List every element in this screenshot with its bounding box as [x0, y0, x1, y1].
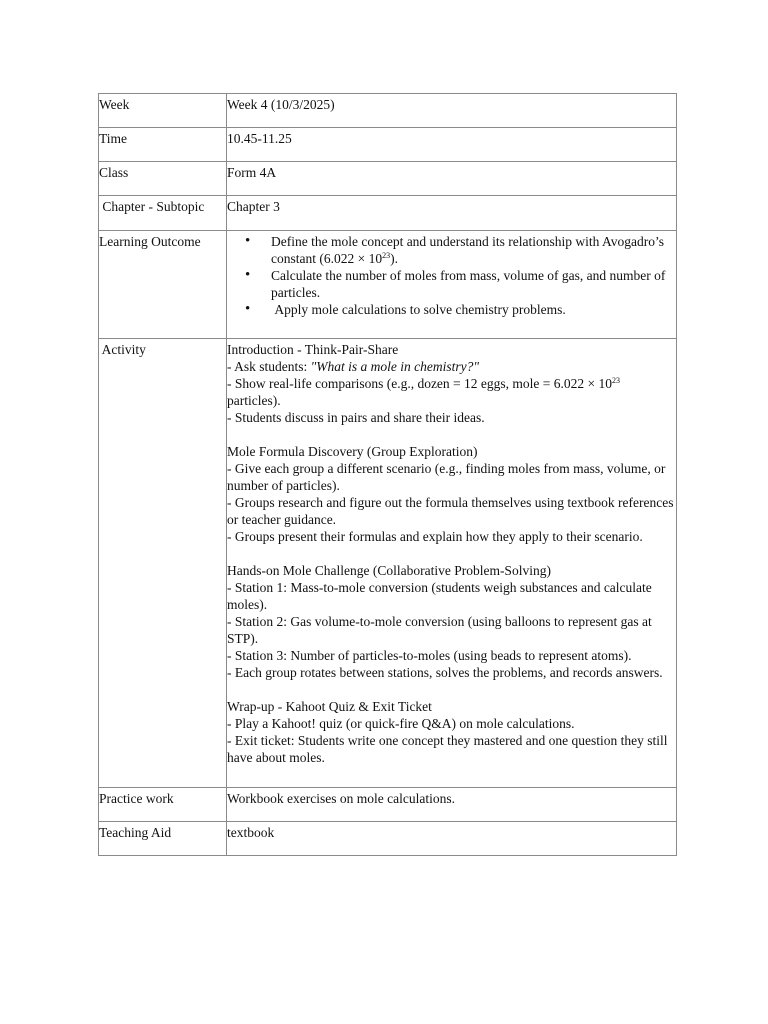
activity-line: - Exit ticket: Students write one concept they mastered and one question they still have about moles.	[227, 733, 668, 765]
label-cell: Time	[99, 128, 227, 162]
activity-line: - Show real-life comparisons (e.g., dozen = 12 eggs, mole = $6.022 \times 10^{23}$ particles).	[227, 376, 621, 408]
table-row-learning-outcome	[99, 231, 677, 339]
activity-line	[227, 358, 676, 375]
section-heading: Introduction - Think-Pair-Share	[227, 342, 399, 357]
activity-section	[227, 341, 676, 426]
list-item	[271, 233, 676, 267]
label-cell: Teaching Aid	[99, 822, 227, 856]
section-heading: Mole Formula Discovery (Group Exploration)	[227, 444, 478, 459]
label-cell: Class	[99, 162, 227, 196]
value-cell	[227, 339, 677, 788]
list-item: • Apply mole calculations to solve chemistry problems.	[271, 301, 676, 318]
activity-line: - Groups research and figure out the formula themselves using textbook references or teacher guidance.	[227, 495, 674, 527]
activity-section	[227, 698, 676, 766]
activity-line: - Students discuss in pairs and share their ideas.	[227, 410, 485, 425]
value-cell: Week 4 (10/3/2025)	[227, 94, 677, 128]
activity-line: - Station 2: Gas volume-to-mole conversion (using balloons to represent gas at STP).	[227, 614, 652, 646]
table-row-activity	[99, 339, 677, 788]
section-heading: Hands-on Mole Challenge (Collaborative Problem-Solving)	[227, 563, 551, 578]
table-row-practice-work	[99, 788, 677, 822]
label-cell: Learning Outcome	[99, 231, 227, 339]
outcome-text: Define the mole concept and understand its relationship with Avogadro’s constant $(6.022 \times 10^{23})$.	[271, 234, 665, 266]
value-cell: Chapter 3	[227, 196, 677, 231]
table-row-class	[99, 162, 677, 196]
label-cell: Week	[99, 94, 227, 128]
activity-line: - Play a Kahoot! quiz (or quick-fire Q&A) on mole calculations.	[227, 716, 575, 731]
label-cell: Chapter - Subtopic	[99, 196, 227, 231]
value-cell: 10.45-11.25	[227, 128, 677, 162]
activity-line: - Each group rotates between stations, solves the problems, and records answers.	[227, 665, 663, 680]
activity-line: - Groups present their formulas and explain how they apply to their scenario.	[227, 529, 643, 544]
value-cell: textbook	[227, 822, 677, 856]
value-cell: Form 4A	[227, 162, 677, 196]
label-cell: Practice work	[99, 788, 227, 822]
table-row-time	[99, 128, 677, 162]
activity-section	[227, 562, 676, 681]
table-row-week	[99, 94, 677, 128]
question-text: "What is a mole in chemistry?"	[310, 359, 480, 374]
table-row-teaching-aid	[99, 822, 677, 856]
section-heading: Wrap-up - Kahoot Quiz & Exit Ticket	[227, 699, 432, 714]
activity-line: - Station 1: Mass-to-mole conversion (students weigh substances and calculate moles).	[227, 580, 652, 612]
activity-section	[227, 443, 676, 545]
label-cell: Activity	[99, 339, 227, 788]
activity-line: - Give each group a different scenario (e.g., finding moles from mass, volume, or number of particles).	[227, 461, 666, 493]
list-item: • Calculate the number of moles from mass, volume of gas, and number of particles.	[271, 267, 676, 301]
value-cell: Workbook exercises on mole calculations.	[227, 788, 677, 822]
lesson-plan-table	[98, 93, 677, 856]
table-row-chapter	[99, 196, 677, 231]
activity-line: - Station 3: Number of particles-to-moles (using beads to represent atoms).	[227, 648, 632, 663]
outcome-list	[227, 233, 676, 318]
value-cell	[227, 231, 677, 339]
line-prefix: - Ask students:	[227, 359, 311, 374]
